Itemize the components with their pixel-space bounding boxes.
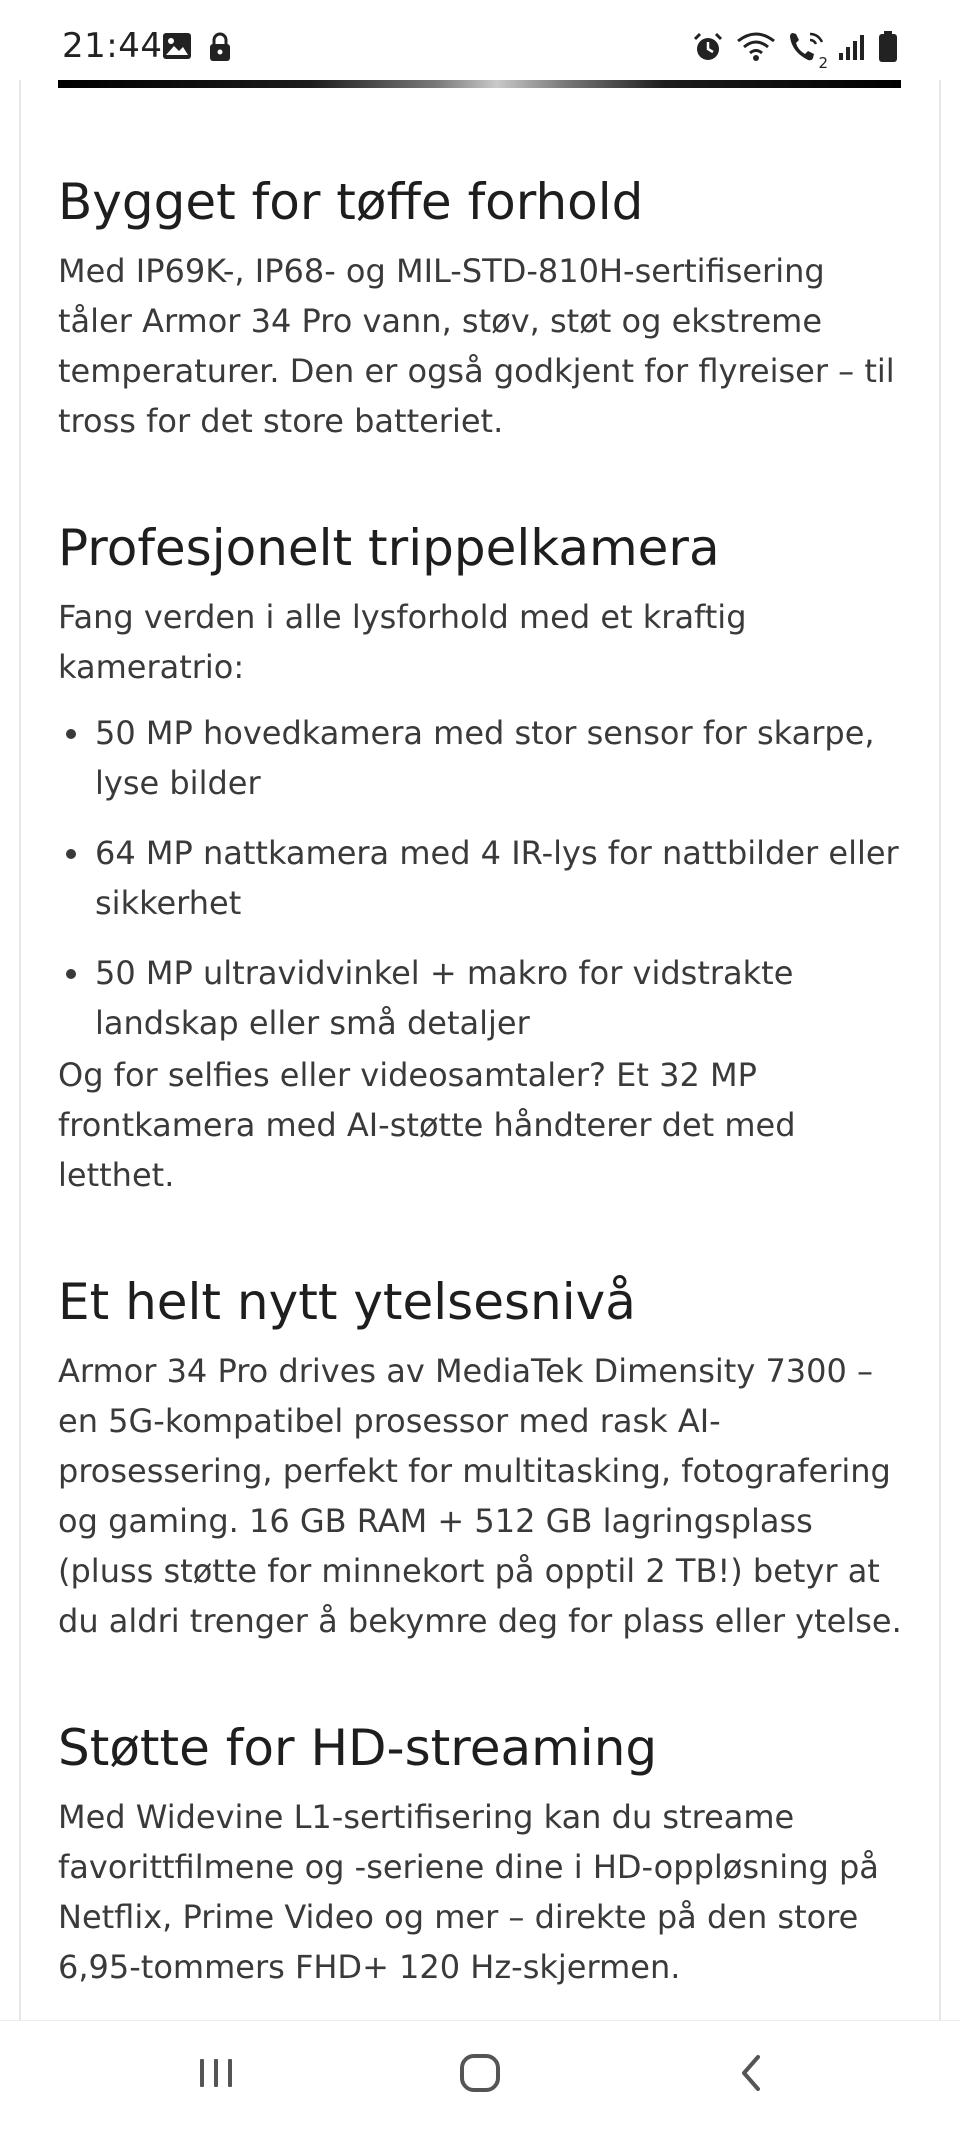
list-item: 64 MP nattkamera med 4 IR-lys for nattbilder eller sikkerhet [58,828,908,928]
list-item: 50 MP ultravidvinkel + makro for vidstrakte landskap eller små detaljer [58,948,908,1048]
signal-icon [838,33,866,65]
recent-apps-icon[interactable] [194,2051,238,2099]
section-paragraph: Med Widevine L1-sertifisering kan du streame favorittfilmene og -seriene dine i HD-oppløsning på Netflix, Prime Video og mer – direkte på den store 6,95-tommers FHD+ 120 Hz-skjermen. [58,1798,879,1986]
section-heading: Bygget for tøffe forhold [58,173,644,231]
section-rugged [58,170,908,446]
article-content [58,170,908,2062]
section-heading: Profesjonelt trippelkamera [58,519,720,577]
section-divider [58,80,901,88]
list-item: 50 MP hovedkamera med stor sensor for skarpe, lyse bilder [58,708,908,808]
camera-feature-list [58,708,908,1048]
section-heading: Støtte for HD-streaming [58,1719,658,1777]
lock-icon [208,32,232,66]
back-icon[interactable] [730,2051,774,2099]
sim-label: 2 [818,54,828,72]
wifi-calling-icon [788,30,828,72]
section-paragraph: Armor 34 Pro drives av MediaTek Dimensity 7300 – en 5G-kompatibel prosessor med rask AI-prosessering, perfekt for multitasking, fotografering og gaming. 16 GB RAM + 512 GB lagringsplass (pluss støtte for minnekort på opptil 2 TB!) betyr at du aldri trenger å bekymre deg for plass eller ytelse. [58,1352,902,1640]
section-paragraph: Med IP69K-, IP68- og MIL-STD-810H-sertifisering tåler Armor 34 Pro vann, støv, støt og ekstreme temperaturer. Den er også godkjent for flyreiser – til tross for det store batteriet. [58,252,895,440]
battery-icon [878,31,898,67]
section-camera [58,516,908,1200]
section-streaming [58,1716,908,1992]
home-icon[interactable] [458,2051,502,2099]
section-performance [58,1270,908,1646]
alarm-icon [692,31,724,67]
navigation-bar [0,2020,960,2133]
section-intro: Fang verden i alle lysforhold med et kraftig kameratrio: [58,598,747,686]
wifi-icon [736,31,776,67]
status-time: 21:44 [62,26,163,66]
section-heading: Et helt nytt ytelsesnivå [58,1273,636,1331]
image-icon [162,32,192,66]
section-outro: Og for selfies eller videosamtaler? Et 32 MP frontkamera med AI-støtte håndterer det med letthet. [58,1056,796,1194]
